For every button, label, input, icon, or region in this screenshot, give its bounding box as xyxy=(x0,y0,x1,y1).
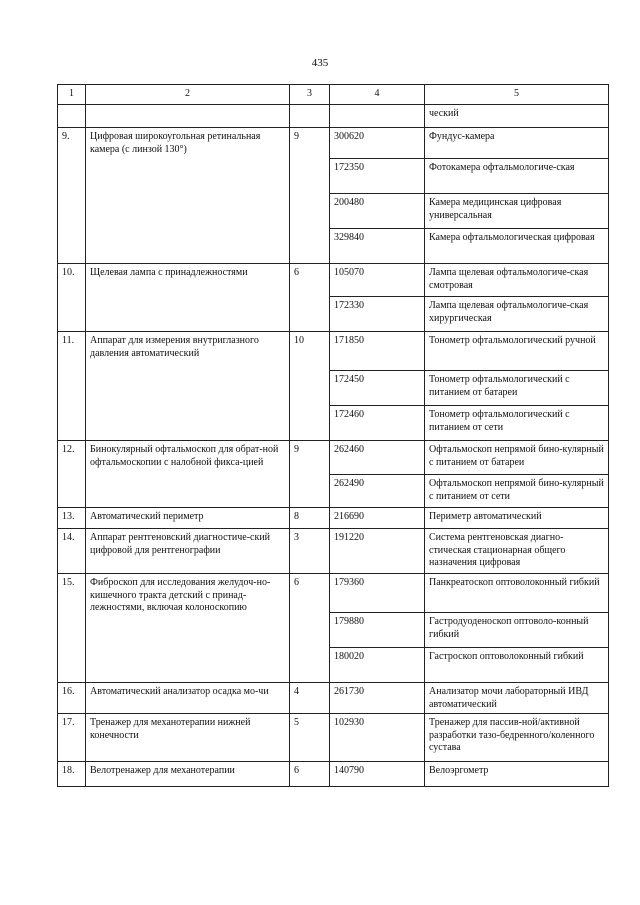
row-number: 15. xyxy=(58,574,86,683)
header-row xyxy=(58,85,609,105)
nomenclature-code: 262460 xyxy=(330,441,425,475)
nomenclature-code: 262490 xyxy=(330,475,425,508)
equipment-name: Автоматический анализатор осадка мо-чи xyxy=(86,683,290,714)
header-cell: 2 xyxy=(86,85,290,105)
quantity: 9 xyxy=(290,128,330,264)
nomenclature-code: 300620 xyxy=(330,128,425,159)
nomenclature-code: 191220 xyxy=(330,529,425,574)
equipment-name: Бинокулярный офтальмоскоп для обрат-ной офтальмоскопии с налобной фикса-цией xyxy=(86,441,290,508)
nomenclature-code: 329840 xyxy=(330,229,425,264)
table-row xyxy=(58,762,609,787)
nomenclature-code: 172350 xyxy=(330,159,425,194)
table-row xyxy=(58,683,609,714)
equipment-name: Щелевая лампа с принадлежностями xyxy=(86,264,290,332)
nomenclature-code: 171850 xyxy=(330,332,425,371)
row-number: 13. xyxy=(58,508,86,529)
row-number: 14. xyxy=(58,529,86,574)
nomenclature-code: 105070 xyxy=(330,264,425,297)
row-number: 10. xyxy=(58,264,86,332)
equipment-table xyxy=(57,84,609,787)
quantity: 3 xyxy=(290,529,330,574)
nomenclature-description: Камера офтальмологическая цифровая xyxy=(425,229,609,264)
nomenclature-code: 261730 xyxy=(330,683,425,714)
row-number: 18. xyxy=(58,762,86,787)
quantity: 5 xyxy=(290,714,330,762)
nomenclature-description: Тонометр офтальмологический с питанием от сети xyxy=(425,406,609,441)
quantity: 8 xyxy=(290,508,330,529)
nomenclature-code: 180020 xyxy=(330,648,425,683)
quantity: 6 xyxy=(290,762,330,787)
nomenclature-description: Периметр автоматический xyxy=(425,508,609,529)
nomenclature-code: 172330 xyxy=(330,297,425,332)
equipment-name: Тренажер для механотерапии нижней конечности xyxy=(86,714,290,762)
continuation-text: ческий xyxy=(425,105,609,128)
table-row xyxy=(58,264,609,297)
nomenclature-code: 200480 xyxy=(330,194,425,229)
nomenclature-description: Фундус-камера xyxy=(425,128,609,159)
table-row xyxy=(58,441,609,475)
page-number: 435 xyxy=(311,57,329,69)
nomenclature-description: Лампа щелевая офтальмологиче-ская смотровая xyxy=(425,264,609,297)
quantity: 6 xyxy=(290,264,330,332)
continuation-row xyxy=(58,105,609,128)
nomenclature-description: Камера медицинская цифровая универсальная xyxy=(425,194,609,229)
quantity: 4 xyxy=(290,683,330,714)
header-cell: 1 xyxy=(58,85,86,105)
nomenclature-description: Тренажер для пассив-ной/активной разработки тазо-бедренного/коленного сустава xyxy=(425,714,609,762)
equipment-name: Фиброскоп для исследования желудоч-но-кишечного тракта детский с принад-лежностями, включая колоноскопию xyxy=(86,574,290,683)
nomenclature-code: 216690 xyxy=(330,508,425,529)
table-row xyxy=(58,714,609,762)
nomenclature-description: Система рентгеновская диагно-стическая стационарная общего назначения цифровая xyxy=(425,529,609,574)
table-row xyxy=(58,508,609,529)
header-cell: 4 xyxy=(330,85,425,105)
empty-cell xyxy=(290,105,330,128)
nomenclature-code: 172460 xyxy=(330,406,425,441)
nomenclature-code: 172450 xyxy=(330,371,425,406)
nomenclature-code: 179360 xyxy=(330,574,425,613)
nomenclature-description: Гастродуоденоскоп оптоволо-конный гибкий xyxy=(425,613,609,648)
nomenclature-code: 102930 xyxy=(330,714,425,762)
nomenclature-description: Велоэргометр xyxy=(425,762,609,787)
nomenclature-description: Анализатор мочи лабораторный ИВД автоматический xyxy=(425,683,609,714)
nomenclature-description: Панкреатоскоп оптоволоконный гибкий xyxy=(425,574,609,613)
row-number: 16. xyxy=(58,683,86,714)
header-cell: 3 xyxy=(290,85,330,105)
nomenclature-code: 179880 xyxy=(330,613,425,648)
equipment-name: Аппарат рентгеновский диагностиче-ский цифровой для рентгенографии xyxy=(86,529,290,574)
row-number: 12. xyxy=(58,441,86,508)
table-row xyxy=(58,574,609,613)
header-cell: 5 xyxy=(425,85,609,105)
quantity: 10 xyxy=(290,332,330,441)
empty-cell xyxy=(330,105,425,128)
equipment-name: Автоматический периметр xyxy=(86,508,290,529)
equipment-name: Аппарат для измерения внутриглазного давления автоматический xyxy=(86,332,290,441)
quantity: 9 xyxy=(290,441,330,508)
quantity: 6 xyxy=(290,574,330,683)
nomenclature-code: 140790 xyxy=(330,762,425,787)
table-row xyxy=(58,529,609,574)
empty-cell xyxy=(86,105,290,128)
nomenclature-description: Фотокамера офтальмологиче-ская xyxy=(425,159,609,194)
equipment-name: Цифровая широкоугольная ретинальная камера (с линзой 130°) xyxy=(86,128,290,264)
nomenclature-description: Офтальмоскоп непрямой бино-кулярный с питанием от сети xyxy=(425,475,609,508)
nomenclature-description: Тонометр офтальмологический с питанием от батареи xyxy=(425,371,609,406)
row-number: 11. xyxy=(58,332,86,441)
row-number: 17. xyxy=(58,714,86,762)
nomenclature-description: Офтальмоскоп непрямой бино-кулярный с питанием от батареи xyxy=(425,441,609,475)
nomenclature-description: Лампа щелевая офтальмологиче-ская хирургическая xyxy=(425,297,609,332)
row-number: 9. xyxy=(58,128,86,264)
nomenclature-description: Гастроскоп оптоволоконный гибкий xyxy=(425,648,609,683)
table-row xyxy=(58,332,609,371)
equipment-name: Велотренажер для механотерапии xyxy=(86,762,290,787)
empty-cell xyxy=(58,105,86,128)
nomenclature-description: Тонометр офтальмологический ручной xyxy=(425,332,609,371)
table-row xyxy=(58,128,609,159)
